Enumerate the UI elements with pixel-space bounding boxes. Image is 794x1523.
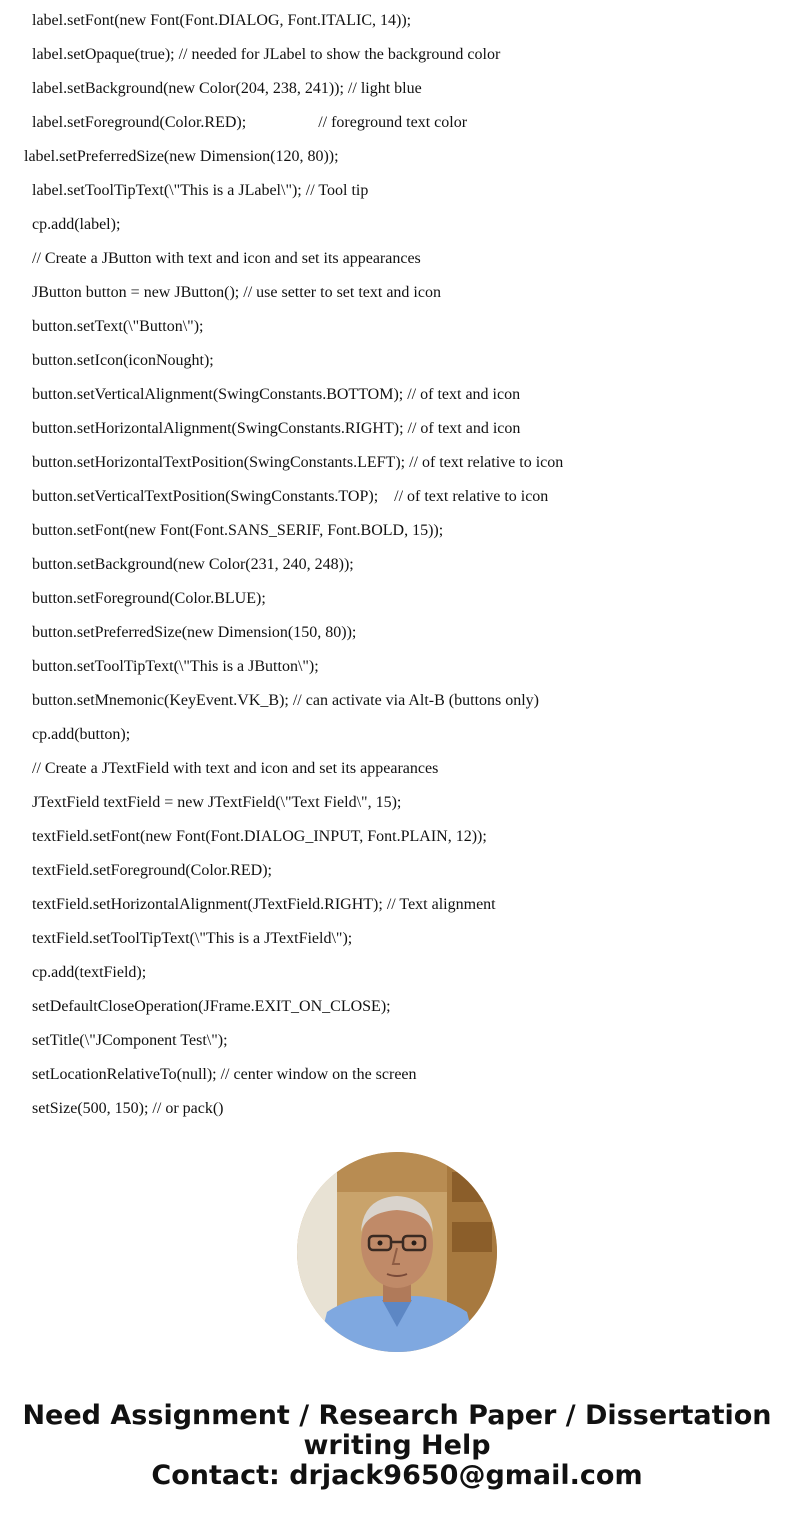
code-line: setSize(500, 150); // or pack() xyxy=(32,1100,224,1117)
code-line: cp.add(label); xyxy=(32,216,121,233)
code-line: label.setPreferredSize(new Dimension(120, 80)); xyxy=(24,148,339,165)
code-line: button.setHorizontalAlignment(SwingConstants.RIGHT); // of text and icon xyxy=(32,420,521,437)
promo-line-2: writing Help xyxy=(303,1430,491,1461)
code-line: textField.setToolTipText(\"This is a JTextField\"); xyxy=(32,930,353,947)
code-line: cp.add(button); xyxy=(32,726,131,743)
code-line: JButton button = new JButton(); // use setter to set text and icon xyxy=(32,284,441,301)
person-portrait-icon xyxy=(297,1152,497,1352)
code-line: button.setHorizontalTextPosition(SwingConstants.LEFT); // of text relative to icon xyxy=(32,454,564,471)
code-line: setTitle(\"JComponent Test\"); xyxy=(32,1032,228,1049)
code-line: button.setText(\"Button\"); xyxy=(32,318,204,335)
code-line: textField.setHorizontalAlignment(JTextField.RIGHT); // Text alignment xyxy=(32,896,496,913)
code-line: JTextField textField = new JTextField(\"Text Field\", 15); xyxy=(32,794,402,811)
code-line: label.setFont(new Font(Font.DIALOG, Font.ITALIC, 14)); xyxy=(32,12,412,29)
code-line: label.setBackground(new Color(204, 238, 241)); // light blue xyxy=(32,80,422,97)
promo-line-1: Need Assignment / Research Paper / Dissertation xyxy=(22,1400,772,1431)
code-line: setLocationRelativeTo(null); // center window on the screen xyxy=(32,1066,417,1083)
code-line: cp.add(textField); xyxy=(32,964,147,981)
code-line: button.setMnemonic(KeyEvent.VK_B); // can activate via Alt-B (buttons only) xyxy=(32,692,540,709)
code-line: button.setForeground(Color.BLUE); xyxy=(32,590,266,607)
code-line: button.setBackground(new Color(231, 240, 248)); xyxy=(32,556,354,573)
code-line: button.setFont(new Font(Font.SANS_SERIF, Font.BOLD, 15)); xyxy=(32,522,444,539)
code-line: // Create a JTextField with text and icon and set its appearances xyxy=(32,760,439,777)
code-line: button.setIcon(iconNought); xyxy=(32,352,214,369)
code-line: button.setToolTipText(\"This is a JButton\"); xyxy=(32,658,319,675)
code-line: setDefaultCloseOperation(JFrame.EXIT_ON_CLOSE); xyxy=(32,998,391,1015)
code-line: label.setForeground(Color.RED); // foreground text color xyxy=(32,114,468,131)
code-line: button.setVerticalAlignment(SwingConstants.BOTTOM); // of text and icon xyxy=(32,386,521,403)
code-line: // Create a JButton with text and icon and set its appearances xyxy=(32,250,421,267)
code-line: label.setOpaque(true); // needed for JLabel to show the background color xyxy=(32,46,501,63)
code-line: textField.setForeground(Color.RED); xyxy=(32,862,272,879)
code-block xyxy=(0,4,794,1126)
promo-banner xyxy=(0,1401,794,1491)
code-line: textField.setFont(new Font(Font.DIALOG_INPUT, Font.PLAIN, 12)); xyxy=(32,828,487,845)
code-line: button.setVerticalTextPosition(SwingConstants.TOP); // of text relative to icon xyxy=(32,488,549,505)
author-avatar xyxy=(297,1152,497,1352)
code-line: button.setPreferredSize(new Dimension(150, 80)); xyxy=(32,624,357,641)
promo-contact: Contact: drjack9650@gmail.com xyxy=(151,1460,643,1491)
code-line: label.setToolTipText(\"This is a JLabel\"); // Tool tip xyxy=(32,182,369,199)
